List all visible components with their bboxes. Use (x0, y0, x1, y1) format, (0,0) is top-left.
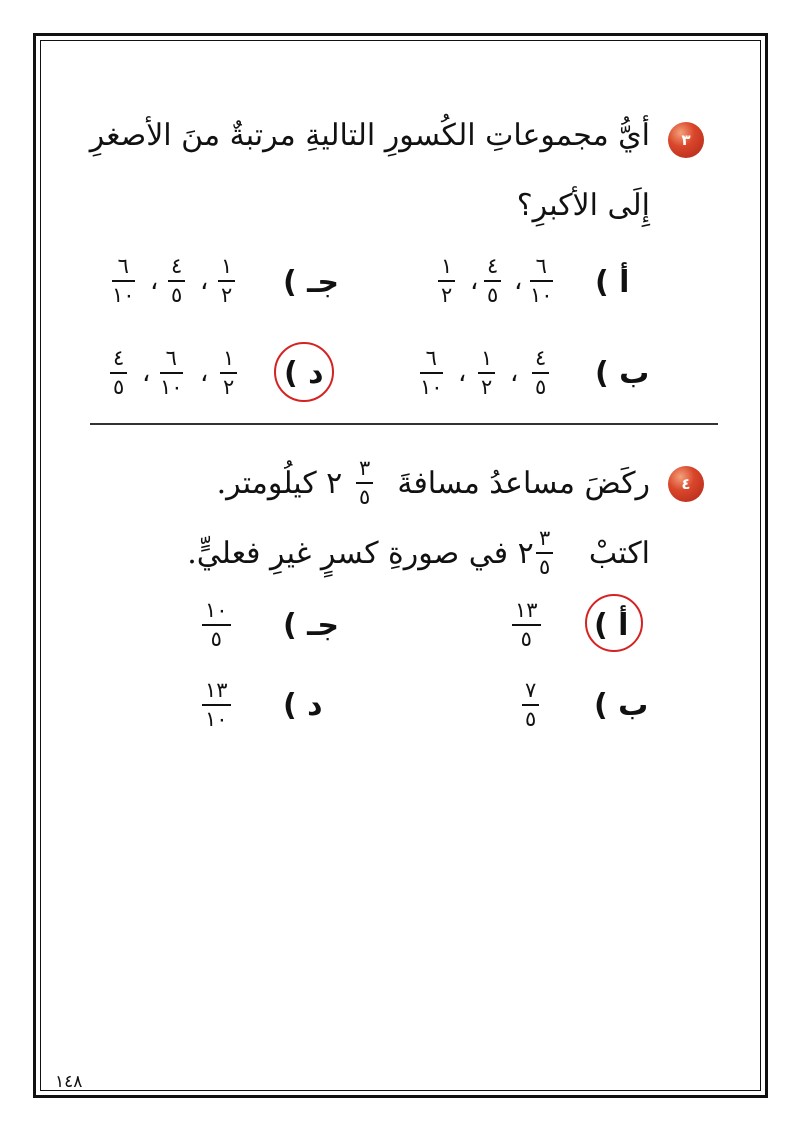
q3-b-frac-1: ٦ ١٠ (420, 346, 443, 399)
separator: ، (514, 266, 523, 296)
q3-c-frac-1: ٦ ١٠ (112, 254, 135, 307)
question-4-badge: ٤ (668, 466, 704, 502)
question-3-text-line1: أيُّ مجموعاتِ الكُسورِ التاليةِ مرتبةٌ منَ الأصغرِ (89, 118, 650, 153)
q3-a-frac-2: ٤ ٥ (484, 256, 501, 306)
separator: ، (150, 266, 159, 296)
question-3-badge: ٣ (668, 122, 704, 158)
q4-option-b-label[interactable]: ب ) (594, 688, 649, 723)
q3-d-frac-2: ٦ ١٠ (160, 346, 183, 399)
page-number: ١٤٨ (55, 1072, 83, 1092)
section-divider (90, 423, 718, 425)
q4-option-a-label[interactable]: أ ) (594, 608, 629, 643)
q4-option-b-fraction: ٧ ٥ (522, 680, 539, 730)
separator: ، (200, 358, 209, 388)
q3-c-frac-2: ٤ ٥ (168, 256, 185, 306)
separator: ، (200, 266, 209, 296)
q4-option-c-fraction: ١٠ ٥ (202, 600, 231, 650)
separator: ، (510, 358, 519, 388)
q4-line1-mixed-fraction: ٣ ٥ (356, 458, 373, 508)
q3-a-frac-1: ١ ٢ (438, 256, 455, 306)
q3-option-a-label[interactable]: أ ) (595, 265, 630, 300)
q3-a-frac-3: ٦ ١٠ (530, 254, 553, 307)
separator: ، (470, 266, 479, 296)
q3-option-d-label[interactable]: د ) (284, 356, 324, 391)
q4-option-d-fraction: ١٣ ١٠ (202, 680, 231, 730)
q4-answer-circle (585, 594, 643, 652)
question-4-text-line2: اكتبْ ٢ في صورةِ كسرٍ غيرِ فعليٍّ. (187, 536, 650, 571)
q3-option-c-label[interactable]: جـ ) (283, 265, 340, 300)
q3-b-frac-2: ١ ٢ (478, 348, 495, 398)
question-3-text-line2: إِلَى الأكبرِ؟ (516, 188, 650, 223)
q4-option-a-fraction: ١٣ ٥ (512, 600, 541, 650)
q3-c-frac-3: ١ ٢ (218, 256, 235, 306)
q3-d-frac-1: ٤ ٥ (110, 348, 127, 398)
question-4-text-line1: ركَضَ مساعدُ مسافةَ ٢ كيلُومتر. (216, 466, 650, 501)
separator: ، (458, 358, 467, 388)
q4-option-d-label[interactable]: د ) (283, 688, 323, 723)
q3-option-b-label[interactable]: ب ) (595, 356, 650, 391)
q3-b-frac-3: ٤ ٥ (532, 348, 549, 398)
q4-line2-mixed-fraction: ٣ ٥ (536, 528, 553, 578)
q3-d-frac-3: ١ ٢ (220, 348, 237, 398)
q3-answer-circle (274, 342, 334, 402)
separator: ، (142, 358, 151, 388)
q4-option-c-label[interactable]: جـ ) (283, 608, 340, 643)
